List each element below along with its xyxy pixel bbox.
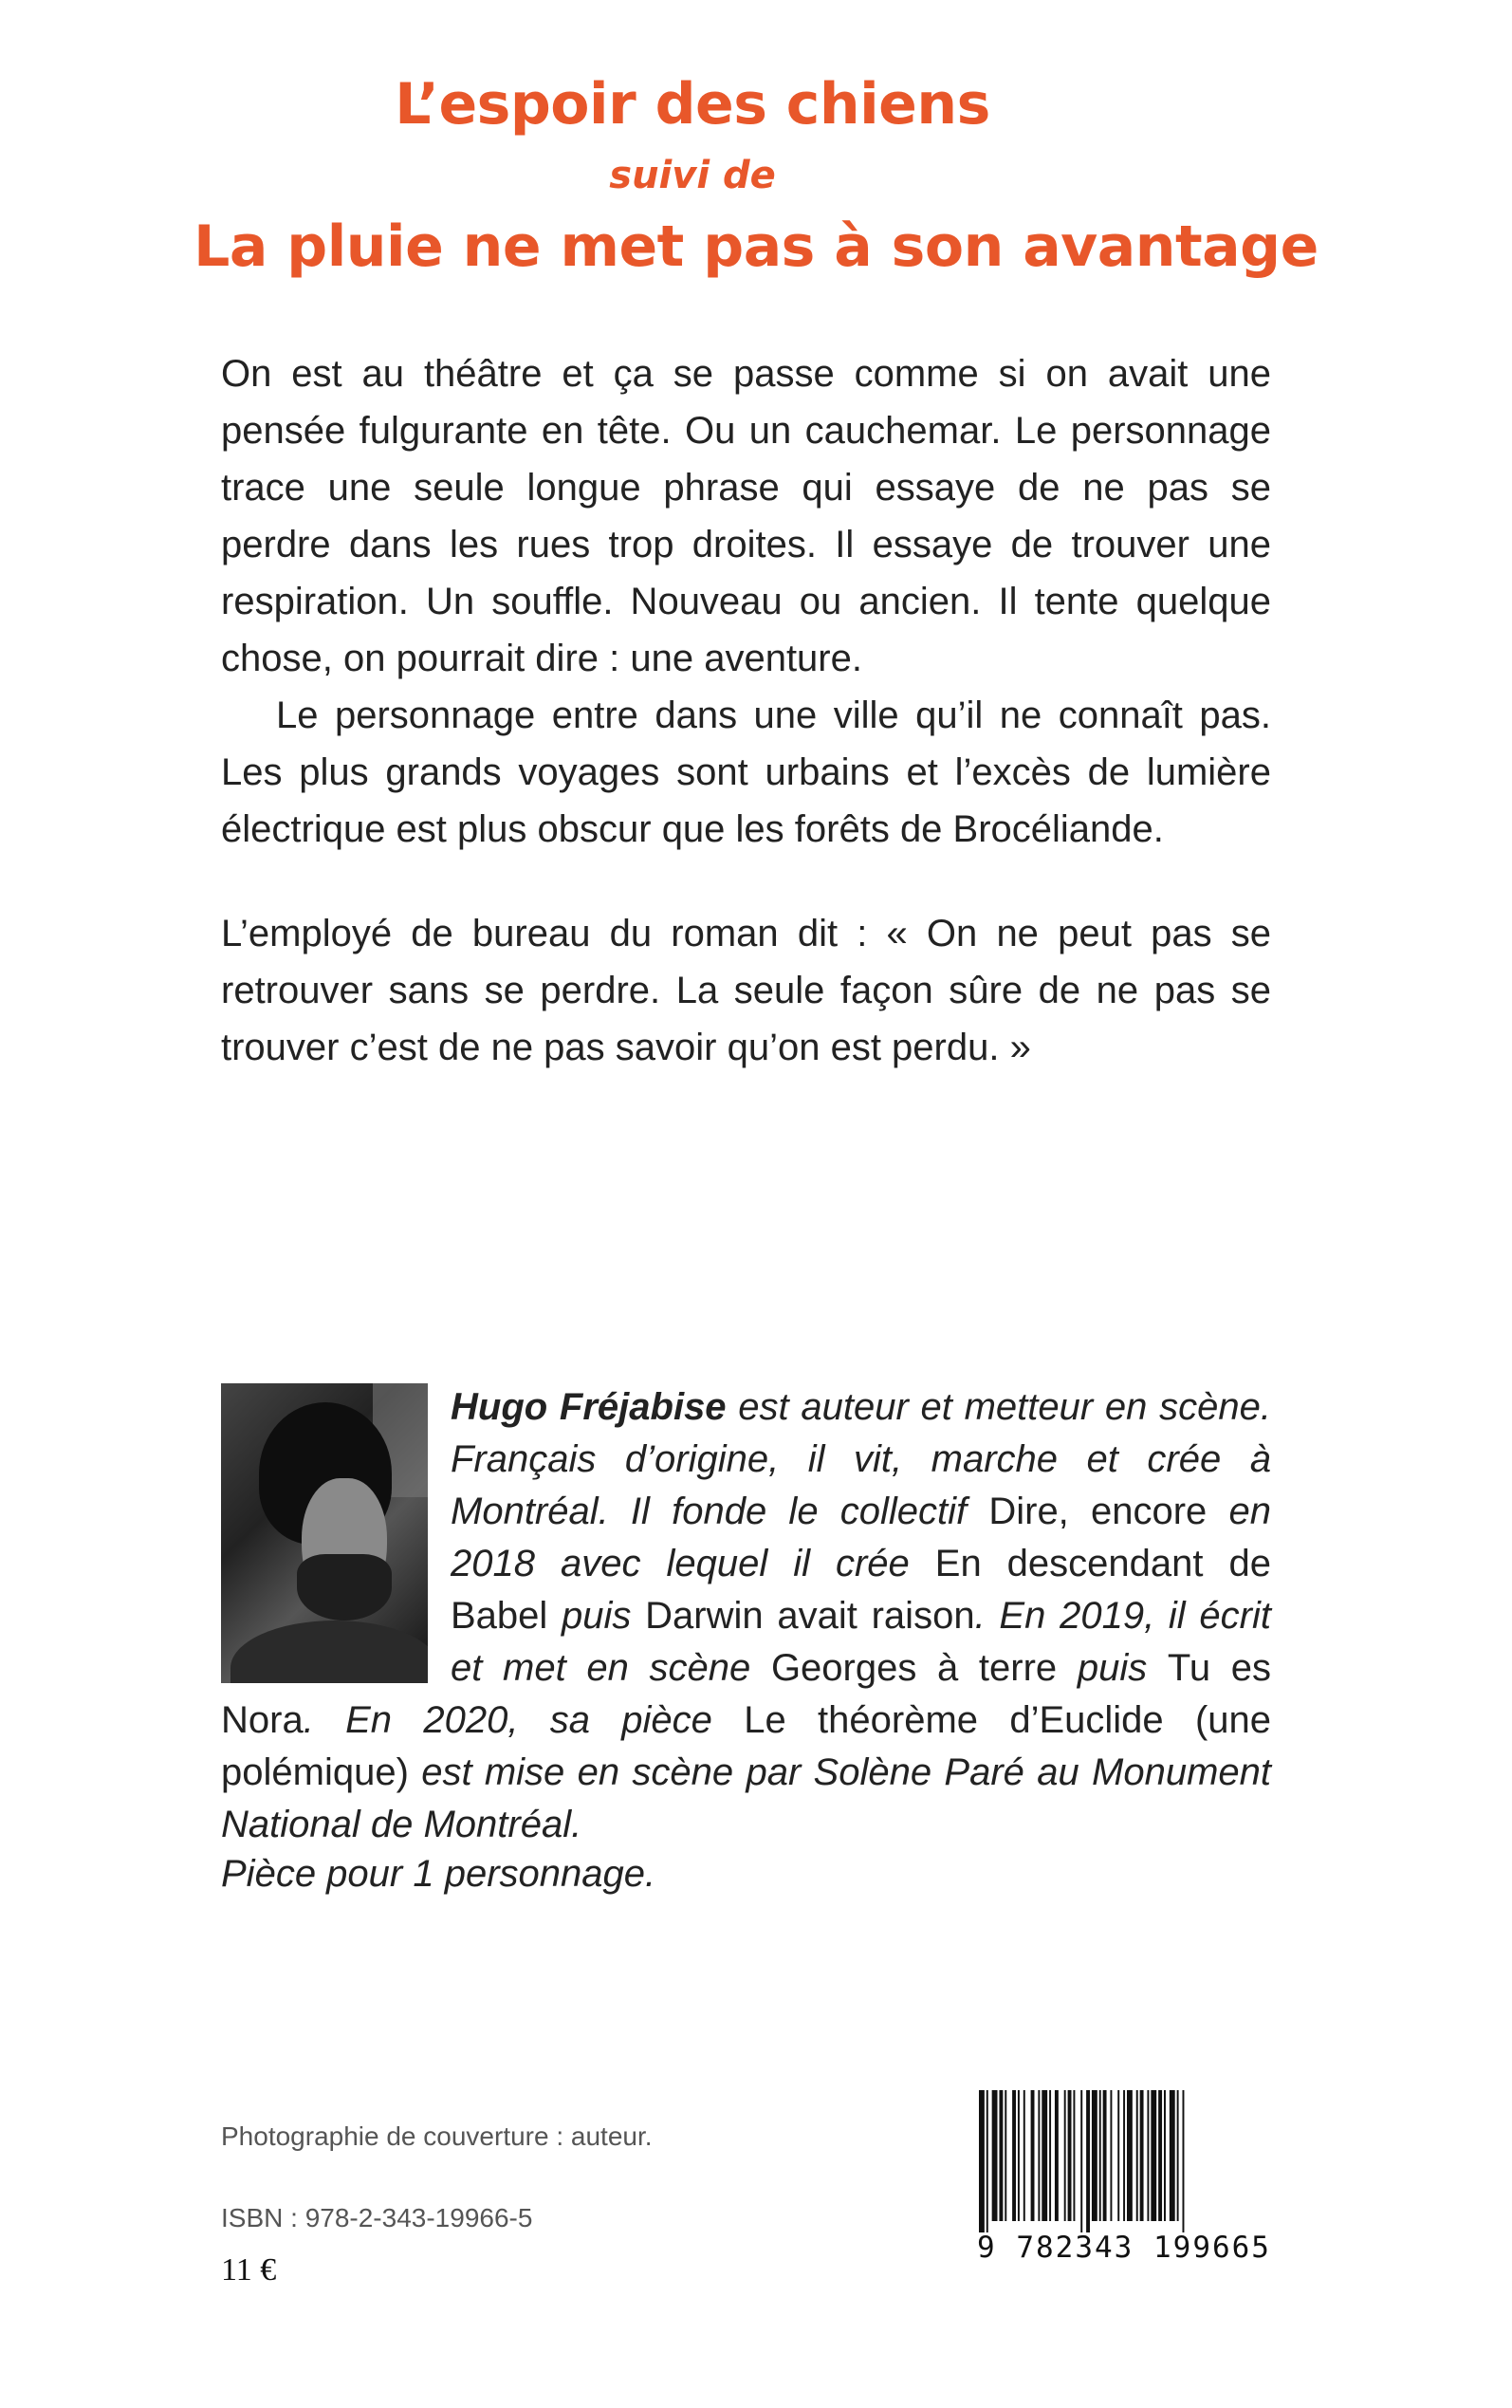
isbn: ISBN : 978-2-343-19966-5 bbox=[221, 2203, 533, 2232]
barcode-bar bbox=[1158, 2090, 1162, 2221]
summary-text-1: On est au théâtre et ça se passe comme si on avait une pensée fulgurante en tête. Ou un cauchemar. Le personnage trace une seule longue phrase qui essaye de ne pas se perdre dans les rues trop droites. Il essaye de trouver une respiration. Un souffle. Nouveau ou ancien. Il tente quelque chose, on pourrait dire : une aventure. bbox=[221, 353, 1271, 679]
barcode-bar bbox=[1031, 2090, 1035, 2221]
bio-work-6: Le théorème d’Euclide (une polémique) bbox=[221, 1699, 1272, 1793]
barcode-bar bbox=[1151, 2090, 1156, 2221]
barcode-bar bbox=[1023, 2090, 1025, 2221]
bio-work-5: Tu es Nora bbox=[221, 1647, 1272, 1741]
bio-work-1: Dire, encore bbox=[988, 1491, 1208, 1532]
barcode-bar bbox=[1049, 2090, 1051, 2221]
barcode-bar bbox=[1177, 2090, 1179, 2221]
barcode-bar bbox=[1068, 2090, 1072, 2221]
barcode-bar bbox=[1136, 2090, 1138, 2221]
price: 11 € bbox=[221, 2252, 277, 2288]
bio-text-7: est mise en scène par Solène Paré au Monument National de Montréal. bbox=[221, 1751, 1271, 1845]
barcode-bar bbox=[1012, 2090, 1016, 2221]
barcode-bar bbox=[1042, 2090, 1047, 2221]
barcode-bar bbox=[1005, 2090, 1006, 2221]
bio-text-3: puis bbox=[547, 1595, 646, 1637]
piece-note: Pièce pour 1 personnage. bbox=[221, 1853, 656, 1895]
second-title: La pluie ne met pas à son avantage bbox=[194, 213, 1318, 280]
summary-text-3: L’employé de bureau du roman dit : « On ne peut pas se retrouver sans se perdre. La seule façon sûre de ne pas se trouver c’est de ne pas savoir qu’on est perdu. » bbox=[221, 913, 1271, 1068]
barcode-bar bbox=[1183, 2090, 1185, 2232]
barcode-bar bbox=[1055, 2090, 1059, 2221]
bio-text-2: en 2018 avec lequel il crée bbox=[451, 1491, 1272, 1584]
barcode-bar bbox=[1170, 2090, 1175, 2221]
summary-paragraph-3 bbox=[221, 905, 1271, 1076]
barcode-bar bbox=[992, 2090, 998, 2221]
author-bio bbox=[221, 1381, 1271, 1851]
barcode-bar bbox=[1140, 2090, 1144, 2221]
barcode-bar bbox=[1073, 2090, 1075, 2221]
barcode-digits: 9 782343 199665 bbox=[977, 2231, 1271, 2265]
bio-work-2: En descendant de Babel bbox=[451, 1543, 1271, 1637]
barcode-bar bbox=[1064, 2090, 1066, 2221]
barcode-bar bbox=[979, 2090, 985, 2232]
barcode-bar bbox=[1127, 2090, 1133, 2221]
summary-paragraph-1 bbox=[221, 345, 1271, 687]
photo-credit: Photographie de couverture : auteur. bbox=[221, 2121, 653, 2151]
barcode-bar bbox=[1103, 2090, 1107, 2221]
barcode-bar bbox=[1092, 2090, 1097, 2221]
barcode-bar bbox=[1147, 2090, 1149, 2221]
barcode-bars bbox=[977, 2090, 1271, 2232]
bio-text-6: . En 2020, sa pièce bbox=[303, 1699, 745, 1741]
bio-work-3: Darwin avait raison bbox=[645, 1595, 975, 1637]
title-connector: suivi de bbox=[609, 154, 776, 197]
barcode-bar bbox=[1018, 2090, 1020, 2221]
bio-work-4: Georges à terre bbox=[770, 1647, 1058, 1689]
barcode-bar bbox=[1117, 2090, 1119, 2221]
bio-text-1: est auteur et metteur en scène. Français d’origine, il vit, marche et crée à Montréal. Il fonde le collectif bbox=[451, 1386, 1271, 1532]
summary-paragraph-2 bbox=[221, 687, 1271, 858]
barcode bbox=[977, 2090, 1271, 2266]
barcode-bar bbox=[999, 2090, 1003, 2221]
bio-text-4: . En 2019, il écrit et met en scène bbox=[451, 1595, 1271, 1689]
author-name: Hugo Fréjabise bbox=[451, 1386, 727, 1428]
barcode-bar bbox=[1086, 2090, 1090, 2232]
barcode-bar bbox=[1038, 2090, 1040, 2221]
barcode-bar bbox=[986, 2090, 988, 2232]
barcode-bar bbox=[1110, 2090, 1112, 2221]
author-photo bbox=[221, 1383, 428, 1683]
barcode-bar bbox=[1123, 2090, 1125, 2221]
barcode-bar bbox=[1099, 2090, 1101, 2221]
book-title: L’espoir des chiens bbox=[395, 71, 990, 138]
barcode-bar bbox=[1080, 2090, 1082, 2232]
summary-text-2: Le personnage entre dans une ville qu’il ne connaît pas. Les plus grands voyages sont urbains et l’excès de lumière électrique est plus obscur que les forêts de Brocéliande. bbox=[221, 695, 1271, 850]
bio-text-5: puis bbox=[1057, 1647, 1168, 1689]
barcode-bar bbox=[1164, 2090, 1166, 2221]
